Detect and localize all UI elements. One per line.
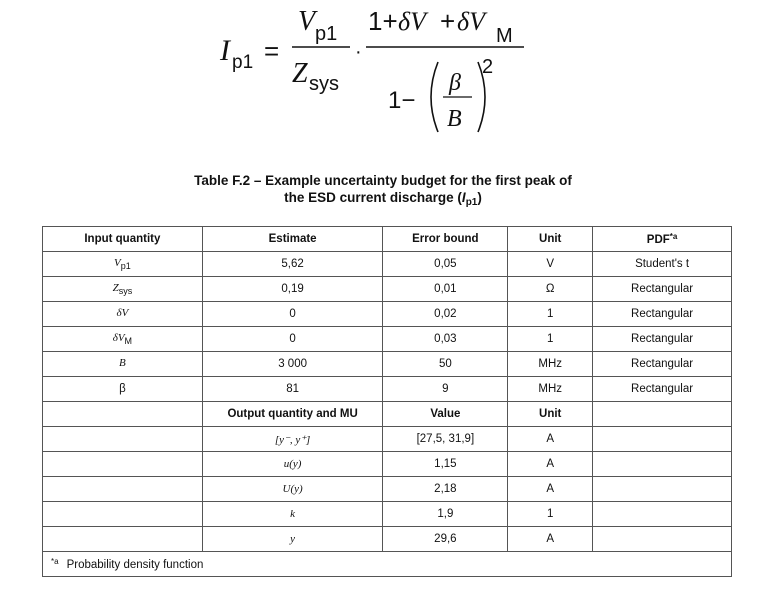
input-error-bound: 50 <box>383 352 508 377</box>
header-input-quantity: Input quantity <box>43 227 203 252</box>
formula-frac2-num-dvm: δV <box>457 7 485 36</box>
input-error-bound: 0,03 <box>383 327 508 352</box>
empty-cell <box>593 477 732 502</box>
output-value: 1,9 <box>383 502 508 527</box>
header-output-unit: Unit <box>508 402 593 427</box>
header-output-quantity: Output quantity and MU <box>202 402 383 427</box>
input-pdf: Rectangular <box>593 277 732 302</box>
input-error-bound: 0,01 <box>383 277 508 302</box>
input-estimate: 0 <box>202 302 383 327</box>
formula-frac1-num-sub: p1 <box>315 23 338 45</box>
header-unit: Unit <box>508 227 593 252</box>
output-symbol: y <box>202 527 383 552</box>
output-symbol: [y⁻, y⁺] <box>202 427 383 452</box>
table-header-row <box>43 227 732 252</box>
formula-B: B <box>447 106 462 132</box>
input-unit: MHz <box>508 377 593 402</box>
input-pdf: Rectangular <box>593 327 732 352</box>
table-caption-line1: Table F.2 – Example uncertainty budget for the first peak of <box>194 173 572 188</box>
input-symbol: $\delta V_M$ <box>43 327 203 352</box>
input-unit: MHz <box>508 352 593 377</box>
formula-left-paren <box>431 62 438 132</box>
empty-cell <box>593 502 732 527</box>
input-estimate: 3 000 <box>202 352 383 377</box>
header-pdf-label: PDF <box>646 234 670 246</box>
caption-symbol: I <box>461 190 466 205</box>
table-row <box>43 502 732 527</box>
table-row <box>43 377 732 402</box>
input-symbol: B <box>43 352 203 377</box>
table-caption-line2 <box>0 189 766 211</box>
footnote-text: Probability density function <box>66 559 204 571</box>
output-unit: A <box>508 527 593 552</box>
empty-cell <box>593 527 732 552</box>
formula-lhs-sub: p1 <box>232 52 254 73</box>
output-value: 1,15 <box>383 452 508 477</box>
formula-frac2-num-dv: δV <box>398 7 426 36</box>
input-estimate: 0 <box>202 327 383 352</box>
input-error-bound: 0,05 <box>383 252 508 277</box>
input-unit: 1 <box>508 327 593 352</box>
input-unit: V <box>508 252 593 277</box>
input-error-bound: 9 <box>383 377 508 402</box>
formula-frac2-num-dvm-sub: M <box>496 25 513 47</box>
output-header-row <box>43 402 732 427</box>
formula-frac1-den-symbol: Z <box>292 58 308 89</box>
empty-cell <box>593 452 732 477</box>
input-estimate: 81 <box>202 377 383 402</box>
empty-cell <box>43 452 203 477</box>
output-unit: 1 <box>508 502 593 527</box>
formula-lhs-symbol: I <box>220 34 230 67</box>
output-value: 2,18 <box>383 477 508 502</box>
table-row <box>43 527 732 552</box>
caption-suffix: ) <box>477 190 482 205</box>
input-symbol: β <box>43 377 203 402</box>
uncertainty-formula <box>0 0 766 150</box>
table-row <box>43 477 732 502</box>
input-pdf: Rectangular <box>593 302 732 327</box>
table-row <box>43 427 732 452</box>
input-estimate: 5,62 <box>202 252 383 277</box>
uncertainty-budget-table <box>42 226 732 577</box>
input-pdf: Student's t <box>593 252 732 277</box>
table-row <box>43 277 732 302</box>
formula-frac1-num-symbol: V <box>298 6 316 37</box>
empty-cell <box>593 427 732 452</box>
formula-beta: β <box>449 70 461 96</box>
empty-cell <box>43 502 203 527</box>
input-error-bound: 0,02 <box>383 302 508 327</box>
empty-cell <box>43 527 203 552</box>
footnote-mark: *a <box>51 557 59 566</box>
formula-frac2-den-one: 1− <box>388 87 416 114</box>
output-symbol: u(y) <box>202 452 383 477</box>
empty-cell <box>43 477 203 502</box>
header-estimate: Estimate <box>202 227 383 252</box>
output-value: 29,6 <box>383 527 508 552</box>
input-unit: Ω <box>508 277 593 302</box>
input-pdf: Rectangular <box>593 377 732 402</box>
formula-frac1-den-sub: sys <box>309 73 339 95</box>
input-symbol: $V_{p1}$ <box>43 252 203 277</box>
header-pdf <box>593 227 732 252</box>
input-pdf: Rectangular <box>593 352 732 377</box>
footnote <box>43 552 732 577</box>
output-unit: A <box>508 452 593 477</box>
caption-prefix: the ESD current discharge ( <box>284 190 462 205</box>
header-pdf-mark: *a <box>669 232 678 241</box>
table-row <box>43 252 732 277</box>
input-symbol: δV <box>43 302 203 327</box>
table-row <box>43 352 732 377</box>
input-unit: 1 <box>508 302 593 327</box>
output-symbol: k <box>202 502 383 527</box>
empty-cell <box>593 402 732 427</box>
input-symbol: $Z_{sys}$ <box>43 277 203 302</box>
output-unit: A <box>508 427 593 452</box>
output-value: [27,5, 31,9] <box>383 427 508 452</box>
caption-sub: p1 <box>465 197 478 208</box>
formula-equals: = <box>264 36 280 66</box>
formula-exponent: 2 <box>482 56 494 78</box>
table-row <box>43 327 732 352</box>
table-row <box>43 302 732 327</box>
empty-cell <box>43 427 203 452</box>
empty-cell <box>43 402 203 427</box>
formula-frac2-num-plus: + <box>440 6 456 36</box>
formula-dot: · <box>355 41 362 63</box>
input-estimate: 0,19 <box>202 277 383 302</box>
footnote-row <box>43 552 732 577</box>
table-row <box>43 452 732 477</box>
output-symbol: U(y) <box>202 477 383 502</box>
header-error-bound: Error bound <box>383 227 508 252</box>
header-value: Value <box>383 402 508 427</box>
formula-frac2-num-one: 1+ <box>368 6 398 36</box>
output-unit: A <box>508 477 593 502</box>
